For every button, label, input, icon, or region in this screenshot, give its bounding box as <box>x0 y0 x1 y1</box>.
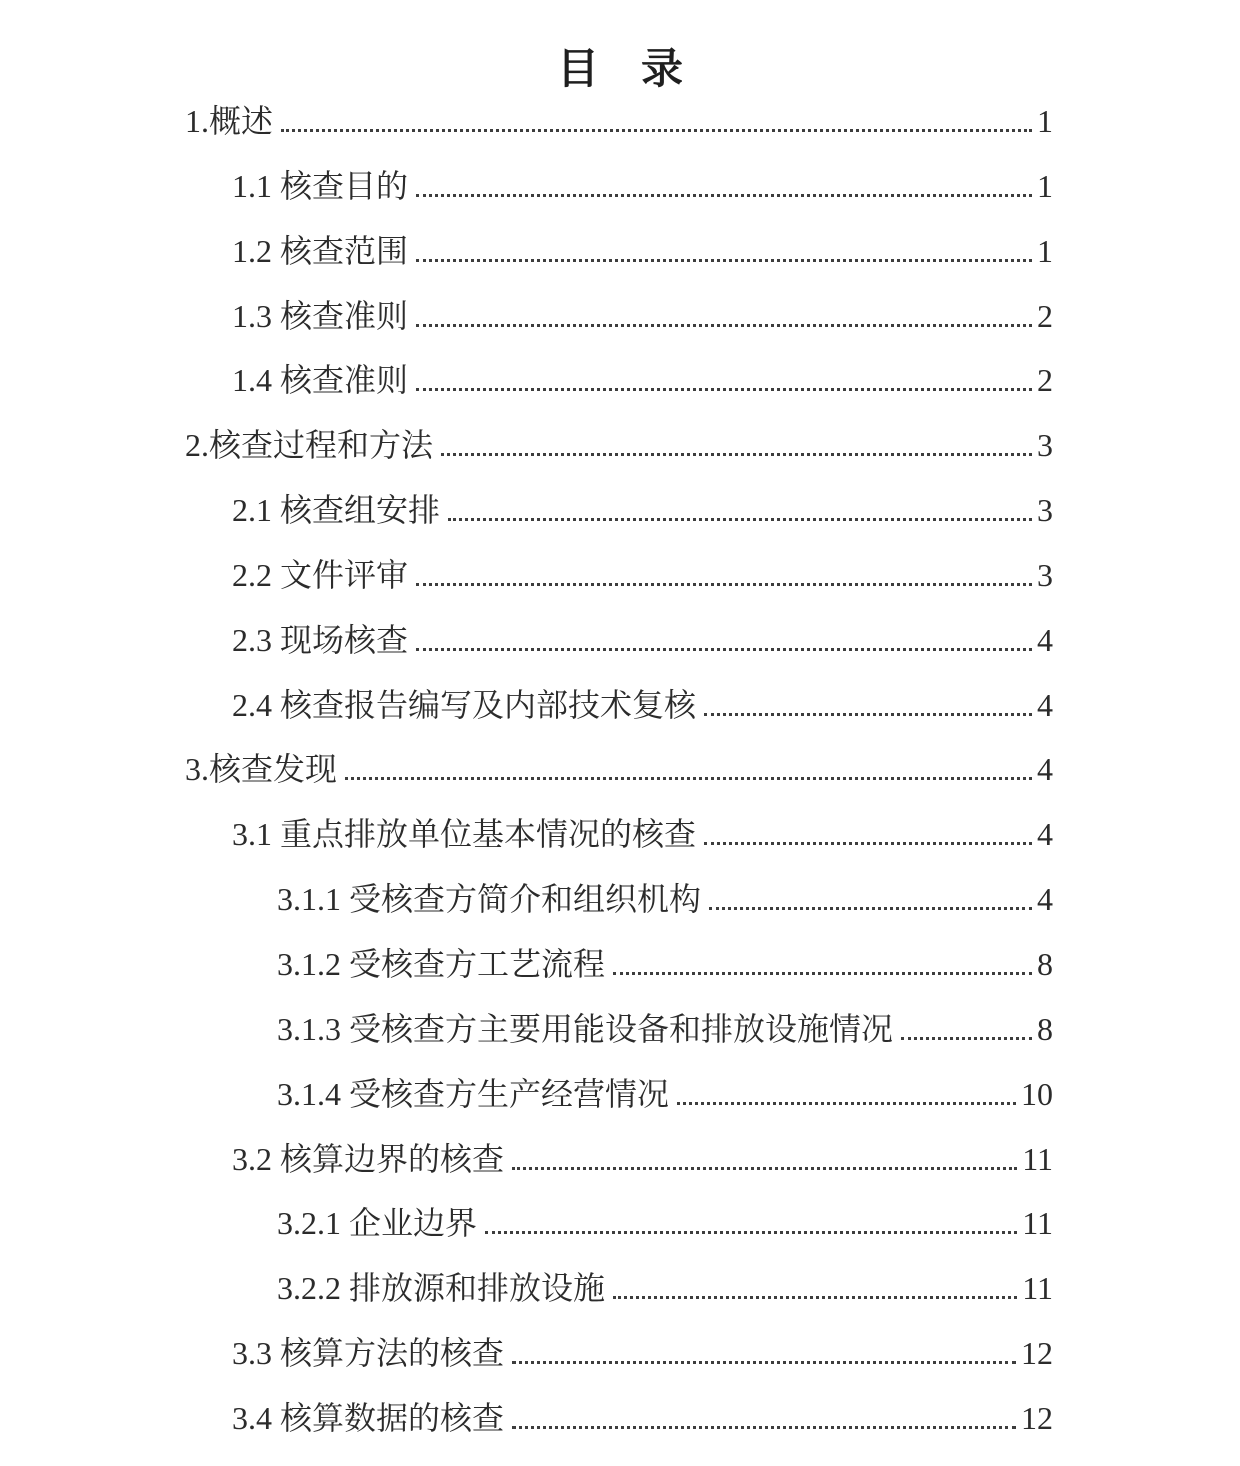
toc-dot-leader <box>901 1037 1032 1040</box>
toc-dot-leader <box>416 324 1032 327</box>
toc-entry-label: 2.3 现场核查 <box>232 621 409 658</box>
toc-entry-page: 12 <box>1021 1399 1053 1436</box>
toc-entry-page: 3 <box>1037 556 1053 593</box>
toc-entry <box>185 608 1053 673</box>
toc-entry-label: 3.2.2 排放源和排放设施 <box>277 1270 606 1307</box>
toc-entry <box>185 932 1053 997</box>
toc-dot-leader <box>512 1426 1016 1429</box>
toc-entry-label: 2.2 文件评审 <box>232 556 409 593</box>
toc-entry-label: 2.4 核查报告编写及内部技术复核 <box>232 686 697 723</box>
toc-title: 目 录 <box>556 47 683 93</box>
toc-dot-leader <box>448 518 1032 521</box>
toc-entry <box>185 154 1053 219</box>
toc-entry-page: 10 <box>1021 1075 1053 1112</box>
toc-entry-label: 1.2 核查范围 <box>232 232 409 269</box>
toc-dot-leader <box>281 129 1032 132</box>
toc-entry-page: 8 <box>1037 945 1053 982</box>
toc-dot-leader <box>704 713 1032 716</box>
toc-entry-page: 4 <box>1037 816 1053 853</box>
toc-entry-page: 11 <box>1022 1205 1053 1242</box>
toc-entry <box>185 997 1053 1062</box>
toc-entry-label: 3.4 核算数据的核查 <box>232 1399 505 1436</box>
toc-entry-page: 4 <box>1037 881 1053 918</box>
toc-dot-leader <box>416 194 1032 197</box>
toc-dot-leader <box>709 907 1032 910</box>
toc-entry-label: 2.核查过程和方法 <box>185 427 434 464</box>
toc-entry <box>185 219 1053 284</box>
toc-entry-label: 1.概述 <box>185 103 274 139</box>
toc-entry-page: 3 <box>1037 427 1053 464</box>
toc-dot-leader <box>416 388 1032 391</box>
toc-entry-page: 4 <box>1037 621 1053 658</box>
toc-entry <box>185 89 1053 154</box>
toc-entry-label: 3.1.4 受核查方生产经营情况 <box>277 1075 670 1112</box>
toc-entry-page: 11 <box>1022 1270 1053 1307</box>
toc-entry-label: 3.1.1 受核查方简介和组织机构 <box>277 881 702 918</box>
toc-dot-leader <box>416 583 1032 586</box>
toc-entry-page: 1 <box>1037 103 1053 139</box>
toc-entry-label: 3.核查发现 <box>185 751 338 788</box>
toc-entry-label: 3.1 重点排放单位基本情况的核查 <box>232 816 697 853</box>
toc-entry <box>185 284 1053 349</box>
toc-entry <box>185 673 1053 738</box>
toc-entry <box>185 478 1053 543</box>
toc-entry-label: 2.1 核查组安排 <box>232 492 441 529</box>
toc-entry-label: 1.1 核查目的 <box>232 167 409 204</box>
toc-dot-leader <box>416 648 1032 651</box>
toc-entry <box>185 348 1053 413</box>
toc-dot-leader <box>416 259 1032 262</box>
toc-entry-label: 1.3 核查准则 <box>232 297 409 334</box>
toc-dot-leader <box>441 453 1032 456</box>
toc-entry-page: 1 <box>1037 232 1053 269</box>
toc-entry-page: 4 <box>1037 751 1053 788</box>
toc-entry-label: 3.1.2 受核查方工艺流程 <box>277 945 606 982</box>
toc-entry-page: 4 <box>1037 686 1053 723</box>
toc-entry <box>185 543 1053 608</box>
toc-dot-leader <box>345 777 1032 780</box>
toc-entry <box>185 413 1053 478</box>
toc-entry <box>185 802 1053 867</box>
toc-entry <box>185 1256 1053 1321</box>
toc-dot-leader <box>485 1231 1017 1234</box>
toc-entry <box>185 867 1053 932</box>
toc-entry-page: 1 <box>1037 167 1053 204</box>
toc-dot-leader <box>704 842 1032 845</box>
toc-list <box>185 89 1053 1451</box>
toc-entry <box>185 737 1053 802</box>
toc-entry <box>185 1321 1053 1386</box>
toc-entry <box>185 1062 1053 1127</box>
toc-entry-label: 3.2 核算边界的核查 <box>232 1140 505 1177</box>
toc-entry-page: 3 <box>1037 492 1053 529</box>
toc-entry-label: 1.4 核查准则 <box>232 362 409 399</box>
toc-entry-page: 2 <box>1037 362 1053 399</box>
toc-dot-leader <box>613 1296 1017 1299</box>
toc-dot-leader <box>512 1361 1016 1364</box>
toc-dot-leader <box>512 1167 1017 1170</box>
toc-entry-page: 11 <box>1022 1140 1053 1177</box>
toc-entry-label: 3.1.3 受核查方主要用能设备和排放设施情况 <box>277 1010 894 1047</box>
toc-entry-label: 3.2.1 企业边界 <box>277 1205 478 1242</box>
toc-entry-page: 12 <box>1021 1335 1053 1372</box>
toc-entry-label: 3.3 核算方法的核查 <box>232 1335 505 1372</box>
toc-entry <box>185 1191 1053 1256</box>
toc-entry <box>185 1386 1053 1451</box>
toc-entry <box>185 1127 1053 1192</box>
toc-entry-page: 8 <box>1037 1010 1053 1047</box>
toc-entry-page: 2 <box>1037 297 1053 334</box>
toc-dot-leader <box>613 972 1032 975</box>
toc-dot-leader <box>677 1102 1016 1105</box>
